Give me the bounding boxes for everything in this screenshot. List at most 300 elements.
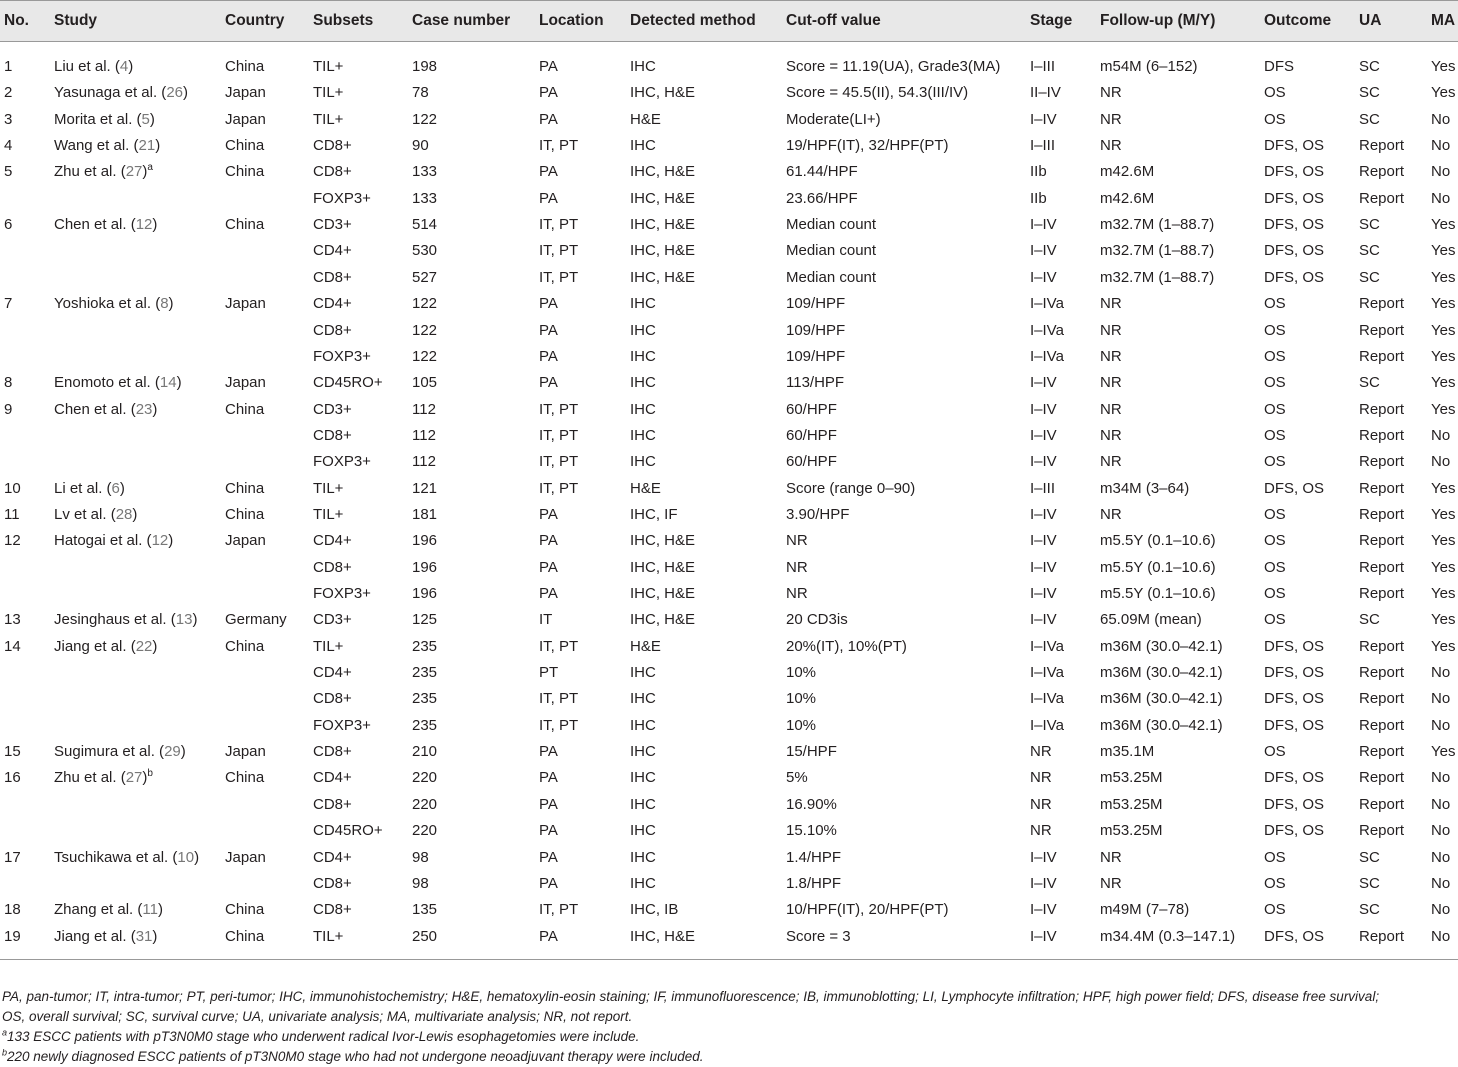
cell-outcome: OS xyxy=(1264,111,1286,128)
cell-ma: Yes xyxy=(1431,84,1456,101)
cell-case-number: 112 xyxy=(412,401,436,418)
cell-no: 17 xyxy=(4,849,21,866)
cell-cut-off-value: 3.90/HPF xyxy=(786,506,850,523)
cell-case-number: 122 xyxy=(412,322,438,339)
header-study: Study xyxy=(54,12,98,29)
reference-number: 23 xyxy=(135,401,153,418)
cell-ua: Report xyxy=(1359,690,1405,707)
header-case-number: Case number xyxy=(412,12,511,29)
reference-number: 31 xyxy=(135,928,153,945)
header-country: Country xyxy=(225,12,285,29)
cell-no: 19 xyxy=(4,928,21,945)
cell-outcome: DFS, OS xyxy=(1264,796,1325,813)
reference-number: 21 xyxy=(138,137,156,154)
cell-stage: I–IV xyxy=(1030,506,1057,523)
table-row xyxy=(0,57,1458,77)
cell-case-number: 133 xyxy=(412,163,438,180)
cell-subsets: FOXP3+ xyxy=(313,348,371,365)
cell-study: Chen et al. (23) xyxy=(54,401,158,418)
cell-subsets: CD8+ xyxy=(313,743,352,760)
cell-location: IT, PT xyxy=(539,242,579,259)
cell-ua: Report xyxy=(1359,717,1405,734)
cell-ua: Report xyxy=(1359,401,1405,418)
cell-ua: SC xyxy=(1359,58,1380,75)
footnote-marker: b xyxy=(147,768,153,779)
cell-cut-off-value: Score = 3 xyxy=(786,928,851,945)
cell-ua: SC xyxy=(1359,216,1380,233)
cell-follow-up: m53.25M xyxy=(1100,769,1163,786)
cell-stage: I–IVa xyxy=(1030,717,1064,734)
cell-ma: No xyxy=(1431,849,1451,866)
cell-stage: NR xyxy=(1030,743,1052,760)
cell-ua: Report xyxy=(1359,585,1405,602)
cell-ua: SC xyxy=(1359,269,1380,286)
cell-outcome: DFS, OS xyxy=(1264,242,1325,259)
cell-subsets: TIL+ xyxy=(313,111,344,128)
cell-detected-method: H&E xyxy=(630,111,661,128)
header-ma: MA xyxy=(1431,12,1456,29)
cell-stage: I–III xyxy=(1030,480,1056,497)
cell-location: PA xyxy=(539,875,558,892)
study-author: Hatogai et al. xyxy=(54,532,143,549)
study-author: Jiang et al. xyxy=(54,638,127,655)
cell-subsets: CD8+ xyxy=(313,559,352,576)
cell-subsets: CD4+ xyxy=(313,295,352,312)
cell-location: IT, PT xyxy=(539,269,579,286)
footnote-b xyxy=(2,1047,1452,1067)
cell-country: China xyxy=(225,137,265,154)
cell-country: Japan xyxy=(225,111,266,128)
cell-ua: SC xyxy=(1359,111,1380,128)
cell-case-number: 220 xyxy=(412,769,438,786)
cell-cut-off-value: Median count xyxy=(786,216,877,233)
cell-study: Tsuchikawa et al. (10) xyxy=(54,849,200,866)
cell-ma: Yes xyxy=(1431,532,1456,549)
cell-subsets: CD8+ xyxy=(313,796,352,813)
cell-ua: Report xyxy=(1359,532,1405,549)
cell-stage: I–IV xyxy=(1030,242,1057,259)
table-row xyxy=(0,874,1458,894)
cell-ma: No xyxy=(1431,769,1451,786)
cell-stage: I–IV xyxy=(1030,216,1057,233)
cell-subsets: TIL+ xyxy=(313,480,344,497)
cell-no: 13 xyxy=(4,611,21,628)
cell-cut-off-value: 10% xyxy=(786,664,817,681)
cell-stage: I–IV xyxy=(1030,559,1057,576)
cell-location: PA xyxy=(539,374,558,391)
abbreviations-line-1: PA, pan-tumor; IT, intra-tumor; PT, peri-tumor; IHC, immunohistochemistry; H&E, hematoxylin-eosin staining; IF, immunofluorescence; IB, immunoblotting; LI, Lymphocyte infiltration; HPF, high power field; DFS, disease free survival; xyxy=(2,989,1380,1004)
cell-location: PA xyxy=(539,585,558,602)
cell-case-number: 196 xyxy=(412,585,438,602)
cell-ua: Report xyxy=(1359,137,1405,154)
cell-case-number: 220 xyxy=(412,796,438,813)
cell-subsets: CD8+ xyxy=(313,163,352,180)
header-cut-off-value: Cut-off value xyxy=(786,12,881,29)
study-author: Tsuchikawa et al. xyxy=(54,849,169,866)
cell-detected-method: IHC, H&E xyxy=(630,163,696,180)
cell-cut-off-value: Score = 11.19(UA), Grade3(MA) xyxy=(786,58,1001,75)
table-row xyxy=(0,558,1458,578)
cell-location: PA xyxy=(539,796,558,813)
table-row xyxy=(0,900,1458,920)
cell-ma: No xyxy=(1431,928,1451,945)
cell-country: China xyxy=(225,901,265,918)
cell-outcome: OS xyxy=(1264,743,1286,760)
cell-detected-method: IHC, H&E xyxy=(630,242,696,259)
cell-ma: Yes xyxy=(1431,506,1456,523)
cell-cut-off-value: 15/HPF xyxy=(786,743,837,760)
cell-stage: I–IVa xyxy=(1030,295,1064,312)
study-author: Zhu et al. xyxy=(54,769,117,786)
reference-number: 6 xyxy=(111,480,120,497)
cell-cut-off-value: NR xyxy=(786,559,808,576)
cell-follow-up: m34M (3–64) xyxy=(1100,480,1190,497)
header-outcome: Outcome xyxy=(1264,12,1332,29)
cell-follow-up: m32.7M (1–88.7) xyxy=(1100,242,1215,259)
table-row xyxy=(0,927,1458,947)
cell-detected-method: IHC xyxy=(630,717,656,734)
cell-outcome: DFS, OS xyxy=(1264,928,1325,945)
table-row xyxy=(0,689,1458,709)
cell-country: China xyxy=(225,216,265,233)
cell-ua: Report xyxy=(1359,796,1405,813)
cell-ma: No xyxy=(1431,875,1451,892)
cell-ua: Report xyxy=(1359,322,1405,339)
cell-no: 7 xyxy=(4,295,13,312)
cell-location: IT, PT xyxy=(539,638,579,655)
cell-study: Jiang et al. (22) xyxy=(54,638,158,655)
cell-ua: Report xyxy=(1359,480,1405,497)
cell-case-number: 530 xyxy=(412,242,438,259)
cell-detected-method: IHC, H&E xyxy=(630,190,696,207)
cell-country: China xyxy=(225,58,265,75)
reference-number: 27 xyxy=(125,163,143,180)
cell-outcome: OS xyxy=(1264,427,1286,444)
study-author: Chen et al. xyxy=(54,216,127,233)
cell-follow-up: m5.5Y (0.1–10.6) xyxy=(1100,532,1216,549)
cell-no: 16 xyxy=(4,769,21,786)
table-row xyxy=(0,294,1458,314)
cell-no: 6 xyxy=(4,216,13,233)
cell-detected-method: IHC xyxy=(630,58,656,75)
cell-study: Wang et al. (21) xyxy=(54,137,161,154)
cell-ua: Report xyxy=(1359,453,1405,470)
cell-subsets: CD8+ xyxy=(313,137,352,154)
table-row xyxy=(0,505,1458,525)
cell-follow-up: NR xyxy=(1100,849,1122,866)
cell-outcome: DFS, OS xyxy=(1264,822,1325,839)
cell-study: Liu et al. (4) xyxy=(54,58,134,75)
cell-subsets: TIL+ xyxy=(313,928,344,945)
cell-ua: Report xyxy=(1359,928,1405,945)
table-row xyxy=(0,189,1458,209)
cell-ua: SC xyxy=(1359,84,1380,101)
cell-follow-up: m5.5Y (0.1–10.6) xyxy=(1100,585,1216,602)
cell-stage: I–IVa xyxy=(1030,690,1064,707)
cell-follow-up: NR xyxy=(1100,401,1122,418)
cell-ua: SC xyxy=(1359,901,1380,918)
cell-ma: No xyxy=(1431,137,1451,154)
cell-case-number: 250 xyxy=(412,928,438,945)
cell-follow-up: NR xyxy=(1100,295,1122,312)
cell-subsets: CD3+ xyxy=(313,216,352,233)
cell-outcome: DFS, OS xyxy=(1264,480,1325,497)
cell-no: 5 xyxy=(4,163,13,180)
cell-stage: I–III xyxy=(1030,58,1056,75)
study-author: Liu et al. xyxy=(54,58,111,75)
cell-outcome: DFS, OS xyxy=(1264,137,1325,154)
cell-stage: I–IV xyxy=(1030,901,1057,918)
cell-stage: I–IV xyxy=(1030,427,1057,444)
cell-stage: IIb xyxy=(1030,190,1047,207)
study-author: Yoshioka et al. xyxy=(54,295,152,312)
cell-ua: Report xyxy=(1359,559,1405,576)
cell-ua: Report xyxy=(1359,295,1405,312)
cell-detected-method: IHC xyxy=(630,348,656,365)
cell-no: 3 xyxy=(4,111,13,128)
cell-follow-up: m32.7M (1–88.7) xyxy=(1100,269,1215,286)
table-bottom-rule xyxy=(0,959,1458,960)
cell-detected-method: IHC, H&E xyxy=(630,269,696,286)
reference-number: 26 xyxy=(166,84,183,101)
cell-location: IT, PT xyxy=(539,427,579,444)
cell-case-number: 112 xyxy=(412,453,436,470)
cell-location: PA xyxy=(539,743,558,760)
cell-subsets: CD4+ xyxy=(313,242,352,259)
cell-stage: I–IV xyxy=(1030,401,1057,418)
cell-location: PA xyxy=(539,84,558,101)
cell-case-number: 125 xyxy=(412,611,438,628)
cell-follow-up: NR xyxy=(1100,111,1122,128)
study-author: Jiang et al. xyxy=(54,928,127,945)
study-author: Sugimura et al. xyxy=(54,743,155,760)
cell-stage: I–IV xyxy=(1030,611,1057,628)
cell-follow-up: NR xyxy=(1100,322,1122,339)
cell-follow-up: NR xyxy=(1100,374,1122,391)
cell-cut-off-value: 10% xyxy=(786,717,817,734)
cell-ua: Report xyxy=(1359,664,1405,681)
table-row xyxy=(0,347,1458,367)
cell-follow-up: m42.6M xyxy=(1100,163,1155,180)
cell-location: IT, PT xyxy=(539,216,579,233)
cell-case-number: 220 xyxy=(412,822,438,839)
cell-detected-method: IHC xyxy=(630,401,656,418)
cell-country: Japan xyxy=(225,743,266,760)
cell-cut-off-value: 19/HPF(IT), 32/HPF(PT) xyxy=(786,137,949,154)
cell-detected-method: IHC, H&E xyxy=(630,532,696,549)
table-row xyxy=(0,848,1458,868)
cell-no: 9 xyxy=(4,401,13,418)
cell-ua: Report xyxy=(1359,163,1405,180)
cell-case-number: 181 xyxy=(412,506,438,523)
cell-detected-method: IHC xyxy=(630,137,656,154)
cell-country: China xyxy=(225,506,265,523)
cell-ma: Yes xyxy=(1431,559,1456,576)
cell-detected-method: IHC xyxy=(630,664,656,681)
cell-subsets: FOXP3+ xyxy=(313,585,371,602)
cell-cut-off-value: NR xyxy=(786,585,808,602)
cell-ua: Report xyxy=(1359,190,1405,207)
cell-case-number: 527 xyxy=(412,269,438,286)
table-row xyxy=(0,637,1458,657)
cell-case-number: 122 xyxy=(412,111,438,128)
cell-stage: II–IV xyxy=(1030,84,1061,101)
cell-case-number: 90 xyxy=(412,137,429,154)
study-author: Chen et al. xyxy=(54,401,127,418)
cell-ua: Report xyxy=(1359,743,1405,760)
cell-ma: Yes xyxy=(1431,348,1456,365)
cell-no: 12 xyxy=(4,532,21,549)
cell-follow-up: m36M (30.0–42.1) xyxy=(1100,717,1223,734)
cell-stage: I–IV xyxy=(1030,453,1057,470)
cell-outcome: OS xyxy=(1264,532,1286,549)
cell-detected-method: H&E xyxy=(630,638,661,655)
cell-detected-method: IHC xyxy=(630,822,656,839)
footnote-marker: a xyxy=(147,162,153,173)
cell-case-number: 135 xyxy=(412,901,438,918)
table-row xyxy=(0,795,1458,815)
table-row xyxy=(0,821,1458,841)
cell-cut-off-value: 23.66/HPF xyxy=(786,190,858,207)
reference-number: 13 xyxy=(175,611,193,628)
cell-cut-off-value: 10% xyxy=(786,690,817,707)
cell-location: PA xyxy=(539,769,558,786)
cell-outcome: DFS, OS xyxy=(1264,216,1325,233)
cell-study: Zhang et al. (11) xyxy=(54,901,163,918)
cell-ua: SC xyxy=(1359,374,1380,391)
cell-country: Japan xyxy=(225,849,266,866)
cell-stage: I–IVa xyxy=(1030,664,1064,681)
cell-case-number: 121 xyxy=(412,480,438,497)
cell-cut-off-value: Median count xyxy=(786,242,877,259)
table-row xyxy=(0,215,1458,235)
cell-case-number: 196 xyxy=(412,532,438,549)
cell-follow-up: m36M (30.0–42.1) xyxy=(1100,664,1223,681)
cell-no: 11 xyxy=(4,506,20,523)
footnote-b-mark: b xyxy=(2,1047,8,1058)
cell-follow-up: NR xyxy=(1100,453,1122,470)
cell-ma: No xyxy=(1431,190,1451,207)
table-row xyxy=(0,531,1458,551)
cell-cut-off-value: 60/HPF xyxy=(786,401,837,418)
cell-ma: No xyxy=(1431,427,1451,444)
cell-stage: I–IV xyxy=(1030,374,1057,391)
cell-ma: Yes xyxy=(1431,216,1456,233)
cell-stage: I–IV xyxy=(1030,928,1057,945)
cell-detected-method: IHC, H&E xyxy=(630,559,696,576)
cell-country: Japan xyxy=(225,374,266,391)
cell-subsets: CD8+ xyxy=(313,875,352,892)
cell-detected-method: IHC xyxy=(630,796,656,813)
cell-detected-method: IHC xyxy=(630,690,656,707)
cell-subsets: CD8+ xyxy=(313,269,352,286)
study-author: Zhang et al. xyxy=(54,901,134,918)
cell-stage: IIb xyxy=(1030,163,1047,180)
cell-ma: Yes xyxy=(1431,269,1456,286)
cell-detected-method: IHC, H&E xyxy=(630,611,696,628)
cell-study: Li et al. (6) xyxy=(54,480,125,497)
table-row xyxy=(0,162,1458,182)
cell-stage: I–IVa xyxy=(1030,638,1064,655)
cell-outcome: OS xyxy=(1264,295,1286,312)
cell-stage: I–IV xyxy=(1030,849,1057,866)
cell-ma: No xyxy=(1431,901,1451,918)
footnote-b-text: 220 newly diagnosed ESCC patients of pT3N0M0 stage who had not undergone neoadjuvant therapy were included. xyxy=(7,1049,704,1064)
cell-cut-off-value: 1.8/HPF xyxy=(786,875,842,892)
cell-ma: No xyxy=(1431,664,1451,681)
cell-country: Japan xyxy=(225,84,266,101)
cell-subsets: TIL+ xyxy=(313,506,344,523)
cell-ua: Report xyxy=(1359,638,1405,655)
cell-stage: I–IV xyxy=(1030,585,1057,602)
cell-ua: Report xyxy=(1359,769,1405,786)
cell-ma: No xyxy=(1431,111,1451,128)
cell-study: Zhu et al. $(27)^a$ xyxy=(54,162,153,180)
cell-outcome: OS xyxy=(1264,348,1286,365)
cell-location: IT, PT xyxy=(539,137,579,154)
cell-follow-up: m53.25M xyxy=(1100,796,1163,813)
header-detected-method: Detected method xyxy=(630,12,756,29)
cell-detected-method: IHC xyxy=(630,295,656,312)
cell-location: PA xyxy=(539,506,558,523)
cell-ua: Report xyxy=(1359,348,1405,365)
cell-cut-off-value: Score = 45.5(II), 54.3(III/IV) xyxy=(786,84,969,101)
cell-follow-up: NR xyxy=(1100,875,1122,892)
table-row xyxy=(0,136,1458,156)
cell-cut-off-value: 60/HPF xyxy=(786,427,837,444)
table-row xyxy=(0,584,1458,604)
cell-subsets: CD8+ xyxy=(313,427,352,444)
cell-outcome: DFS, OS xyxy=(1264,664,1325,681)
cell-ua: Report xyxy=(1359,822,1405,839)
cell-country: China xyxy=(225,163,265,180)
footnote-a-mark: a xyxy=(2,1027,8,1038)
cell-follow-up: NR xyxy=(1100,137,1122,154)
cell-cut-off-value: 109/HPF xyxy=(786,322,846,339)
cell-no: 15 xyxy=(4,743,21,760)
cell-country: Japan xyxy=(225,295,266,312)
cell-stage: I–IVa xyxy=(1030,322,1064,339)
cell-outcome: DFS, OS xyxy=(1264,163,1325,180)
table-row xyxy=(0,400,1458,420)
study-author: Jesinghaus et al. xyxy=(54,611,167,628)
cell-study: Lv et al. (28) xyxy=(54,506,138,523)
cell-follow-up: m34.4M (0.3–147.1) xyxy=(1100,928,1236,945)
cell-location: PA xyxy=(539,849,558,866)
cell-cut-off-value: 16.90% xyxy=(786,796,837,813)
cell-follow-up: m32.7M (1–88.7) xyxy=(1100,216,1215,233)
table-row xyxy=(0,742,1458,762)
cell-stage: I–IVa xyxy=(1030,348,1064,365)
cell-stage: I–III xyxy=(1030,137,1056,154)
cell-outcome: OS xyxy=(1264,585,1286,602)
table-row xyxy=(0,83,1458,103)
cell-detected-method: IHC, H&E xyxy=(630,928,696,945)
cell-detected-method: IHC xyxy=(630,427,656,444)
cell-no: 4 xyxy=(4,137,13,154)
cell-stage: NR xyxy=(1030,822,1052,839)
cell-detected-method: IHC xyxy=(630,743,656,760)
cell-location: PA xyxy=(539,348,558,365)
cell-cut-off-value: 20 CD3is xyxy=(786,611,848,628)
cell-no: 18 xyxy=(4,901,21,918)
cell-ma: Yes xyxy=(1431,374,1456,391)
study-author: Morita et al. xyxy=(54,111,133,128)
cell-no: 2 xyxy=(4,84,13,101)
study-author: Yasunaga et al. xyxy=(54,84,158,101)
cell-cut-off-value: 1.4/HPF xyxy=(786,849,842,866)
cell-subsets: TIL+ xyxy=(313,638,344,655)
